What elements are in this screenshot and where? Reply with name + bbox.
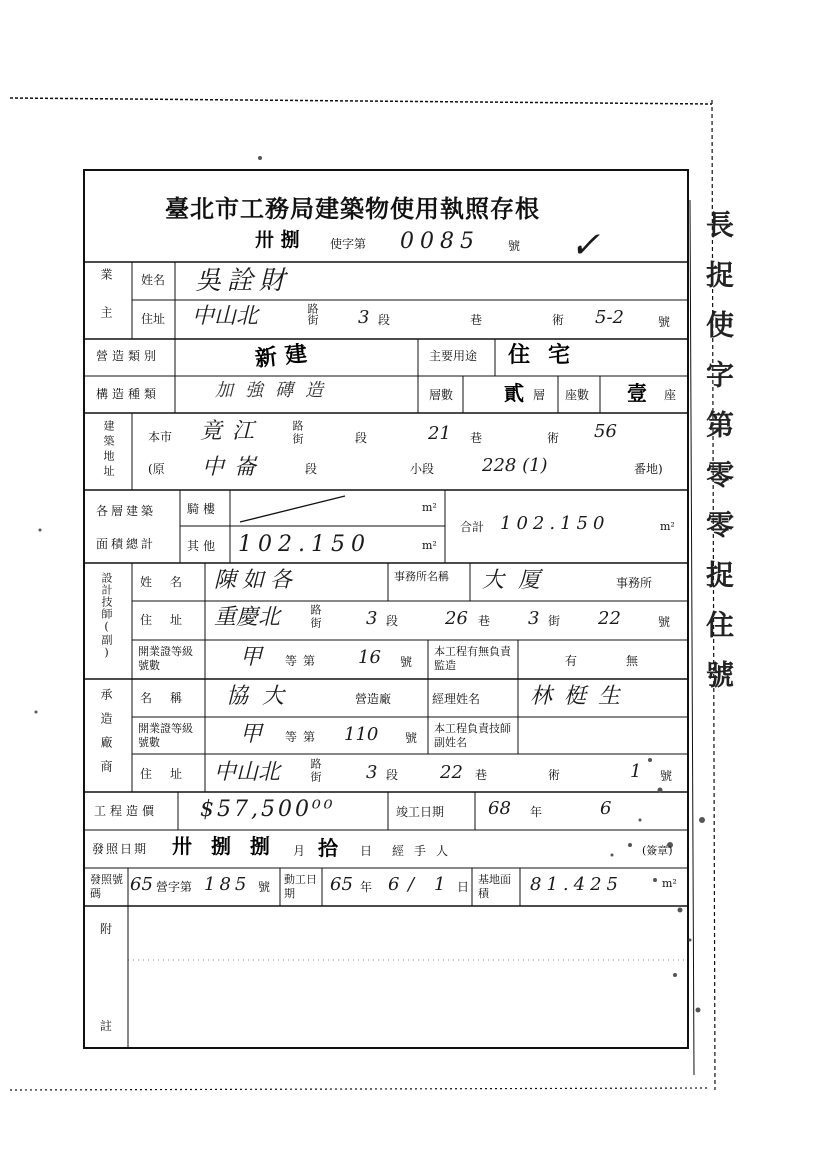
floors-label: 層數: [429, 388, 454, 402]
structure-type-value: 加強磚造: [215, 380, 335, 401]
permit-no-number: 185: [204, 874, 251, 895]
site-no-value: 56: [594, 421, 617, 442]
designer-license-label: 開業證等級號數: [138, 645, 193, 672]
owner-section-label: 業主: [99, 268, 113, 344]
remarks-label-bottom: 註: [100, 1019, 113, 1033]
contractor-section-value: 3: [366, 762, 378, 783]
contractor-road-label: 路街: [309, 758, 322, 784]
designer-addr-road: 重慶北: [214, 605, 281, 630]
permit-suffix: 號: [508, 239, 521, 253]
contractor-addr-label: 住址: [140, 767, 201, 781]
contractor-no-label: 號: [660, 769, 673, 783]
owner-no-value: 5-2: [595, 307, 624, 328]
owner-name-value: 吳詮財: [195, 266, 292, 296]
designer-office-value: 大厦: [482, 568, 555, 593]
contractor-license-no-label: 號: [405, 731, 418, 745]
remarks-label-top: 附: [100, 922, 113, 936]
owner-road-label: 路街: [306, 303, 319, 325]
contractor-addr-road: 中山北: [214, 760, 281, 785]
count-label: 座數: [565, 388, 590, 402]
start-date-label: 動工日期: [284, 873, 317, 900]
designer-license-no-label: 號: [400, 655, 413, 669]
cost-value: $57,500⁰⁰: [200, 797, 336, 822]
floors-value: 貳: [504, 381, 524, 405]
owner-section-value: 3: [358, 307, 370, 328]
site-street-label: 術: [547, 431, 560, 445]
site-small-sec-label: 小段: [410, 462, 435, 476]
total-unit: m²: [660, 520, 675, 533]
designer-lane-value: 26: [445, 608, 468, 629]
other-area-value: 102.150: [238, 532, 371, 557]
main-use-value: 住宅: [508, 342, 589, 368]
designer-lane-label: 巷: [478, 614, 491, 628]
designer-section-value: 3: [366, 608, 378, 629]
designer-street-value: 3: [528, 608, 540, 629]
owner-no-label: 號: [658, 315, 671, 329]
contractor-name-label: 名稱: [140, 691, 201, 705]
completion-year-label: 年: [530, 805, 543, 819]
owner-addr-road: 中山北: [192, 304, 259, 329]
site-city-label: 本市: [148, 430, 173, 444]
contractor-section-label2: 段: [386, 768, 399, 782]
contractor-section-label: 承造廠商: [99, 688, 113, 784]
completion-year: 68: [488, 798, 511, 819]
designer-license-no: 16: [358, 647, 381, 668]
area-section-label-2: 面積總計: [96, 537, 157, 551]
start-day: 1: [434, 874, 446, 895]
edge-column-text: 長捉使字第零零捉住號: [702, 210, 735, 710]
contractor-tech-label: 本工程負責技師副姓名: [434, 722, 511, 749]
permit-no-label: 發照號碼: [90, 873, 123, 900]
form-title: 臺北市工務局建築物使用執照存根: [165, 194, 540, 223]
site-lane-value: 21: [428, 423, 451, 444]
permit-prefix-stamp: 卅 捌: [255, 229, 300, 251]
contractor-lane-label: 巷: [475, 768, 488, 782]
completion-label: 竣工日期: [396, 805, 445, 819]
site-orig-sec-label: 段: [305, 462, 318, 476]
designer-section-label2: 段: [386, 614, 399, 628]
designer-no-value: 22: [598, 608, 621, 629]
designer-name-value: 陳如各: [214, 568, 299, 593]
total-area-value: 102.150: [500, 513, 610, 534]
start-day-label: 日: [457, 880, 470, 894]
designer-office-suffix: 事務所: [616, 576, 653, 590]
site-road-value: 竟江: [200, 419, 265, 444]
floors-unit: 層: [533, 388, 546, 402]
contractor-name-value: 協大: [226, 684, 299, 709]
arcade-unit: m²: [422, 501, 437, 514]
site-orig-label: (原: [148, 462, 165, 476]
designer-supervise-yes: 有: [565, 654, 578, 668]
area-section-label-1: 各層建築: [96, 504, 157, 518]
owner-section-label2: 段: [378, 313, 391, 327]
sign-label: (簽章): [642, 844, 673, 857]
site-orig-sec-value: 中崙: [202, 455, 267, 480]
start-year-label: 年: [360, 880, 373, 894]
designer-no-label: 號: [658, 615, 671, 629]
contractor-lane-value: 22: [440, 762, 463, 783]
construction-type-label: 營造類別: [96, 349, 161, 363]
designer-office-label: 事務所名稱: [394, 570, 449, 583]
contractor-grade-value: 甲: [240, 722, 263, 747]
issue-day-label: 日: [360, 844, 373, 858]
contractor-no-value: 1: [630, 761, 642, 782]
owner-name-label: 姓名: [141, 273, 166, 287]
designer-addr-label: 住址: [140, 613, 201, 627]
designer-street-label: 街: [548, 614, 561, 628]
other-unit: m²: [422, 539, 437, 552]
permit-no-year: 65: [130, 874, 153, 895]
designer-grade-value: 甲: [240, 645, 263, 670]
owner-addr-label: 住址: [141, 312, 166, 326]
permit-no-mid-label: 營字第: [156, 880, 193, 894]
site-lane-label: 巷: [470, 431, 483, 445]
site-sec-label: 段: [355, 431, 368, 445]
start-month: 6: [388, 874, 400, 895]
site-lot-value: 228 (1): [482, 455, 548, 476]
handler-label: 經手人: [392, 844, 459, 858]
cost-label: 工程造價: [94, 804, 159, 818]
designer-section-label: 設計技師(副): [100, 572, 113, 660]
contractor-grade-label: 等第: [285, 730, 322, 744]
designer-road-label: 路街: [309, 604, 322, 630]
designer-grade-label: 等第: [285, 654, 322, 668]
owner-lane-label: 巷: [470, 313, 483, 327]
contractor-manager-value: 林梃生: [530, 684, 633, 709]
site-lot-label: 番地): [634, 462, 663, 476]
issue-date-stamp: 卅 捌 捌: [172, 834, 276, 858]
main-use-label: 主要用途: [429, 349, 478, 363]
construction-type-value: 新建: [253, 339, 317, 373]
total-label: 合計: [460, 520, 485, 534]
designer-name-label: 姓名: [140, 575, 201, 589]
permit-number: 0085: [400, 229, 480, 254]
issue-day-value: 拾: [318, 836, 338, 860]
contractor-license-no: 110: [344, 724, 379, 745]
contractor-name-suffix: 營造廠: [355, 692, 392, 706]
contractor-street-label: 術: [548, 768, 561, 782]
start-date-sep: /: [408, 874, 415, 895]
contractor-manager-label: 經理姓名: [432, 692, 481, 706]
arcade-label: 騎樓: [187, 502, 220, 516]
check-mark-icon: ✓: [570, 225, 601, 266]
owner-street-label: 術: [552, 313, 565, 327]
issue-date-label: 發照日期: [92, 842, 149, 856]
count-unit: 座: [664, 388, 677, 402]
other-label: 其他: [187, 539, 220, 553]
site-road-label: 路街: [291, 420, 304, 446]
base-area-unit: m²: [662, 877, 677, 890]
start-year: 65: [330, 874, 353, 895]
base-area-value: 81.425: [530, 874, 623, 895]
permit-label: 使字第: [330, 237, 367, 251]
site-section-label: 建築地址: [102, 420, 115, 480]
contractor-license-label: 開業證等級號數: [138, 722, 193, 749]
designer-supervise-label: 本工程有無負責監造: [434, 645, 511, 672]
base-area-label: 基地面積: [478, 873, 511, 900]
completion-month: 6: [600, 798, 612, 819]
structure-type-label: 構造種類: [96, 387, 161, 401]
permit-no-suffix: 號: [258, 880, 271, 894]
issue-month-label: 月: [293, 844, 306, 858]
count-value: 壹: [627, 381, 647, 405]
designer-supervise-no: 無: [626, 654, 639, 668]
